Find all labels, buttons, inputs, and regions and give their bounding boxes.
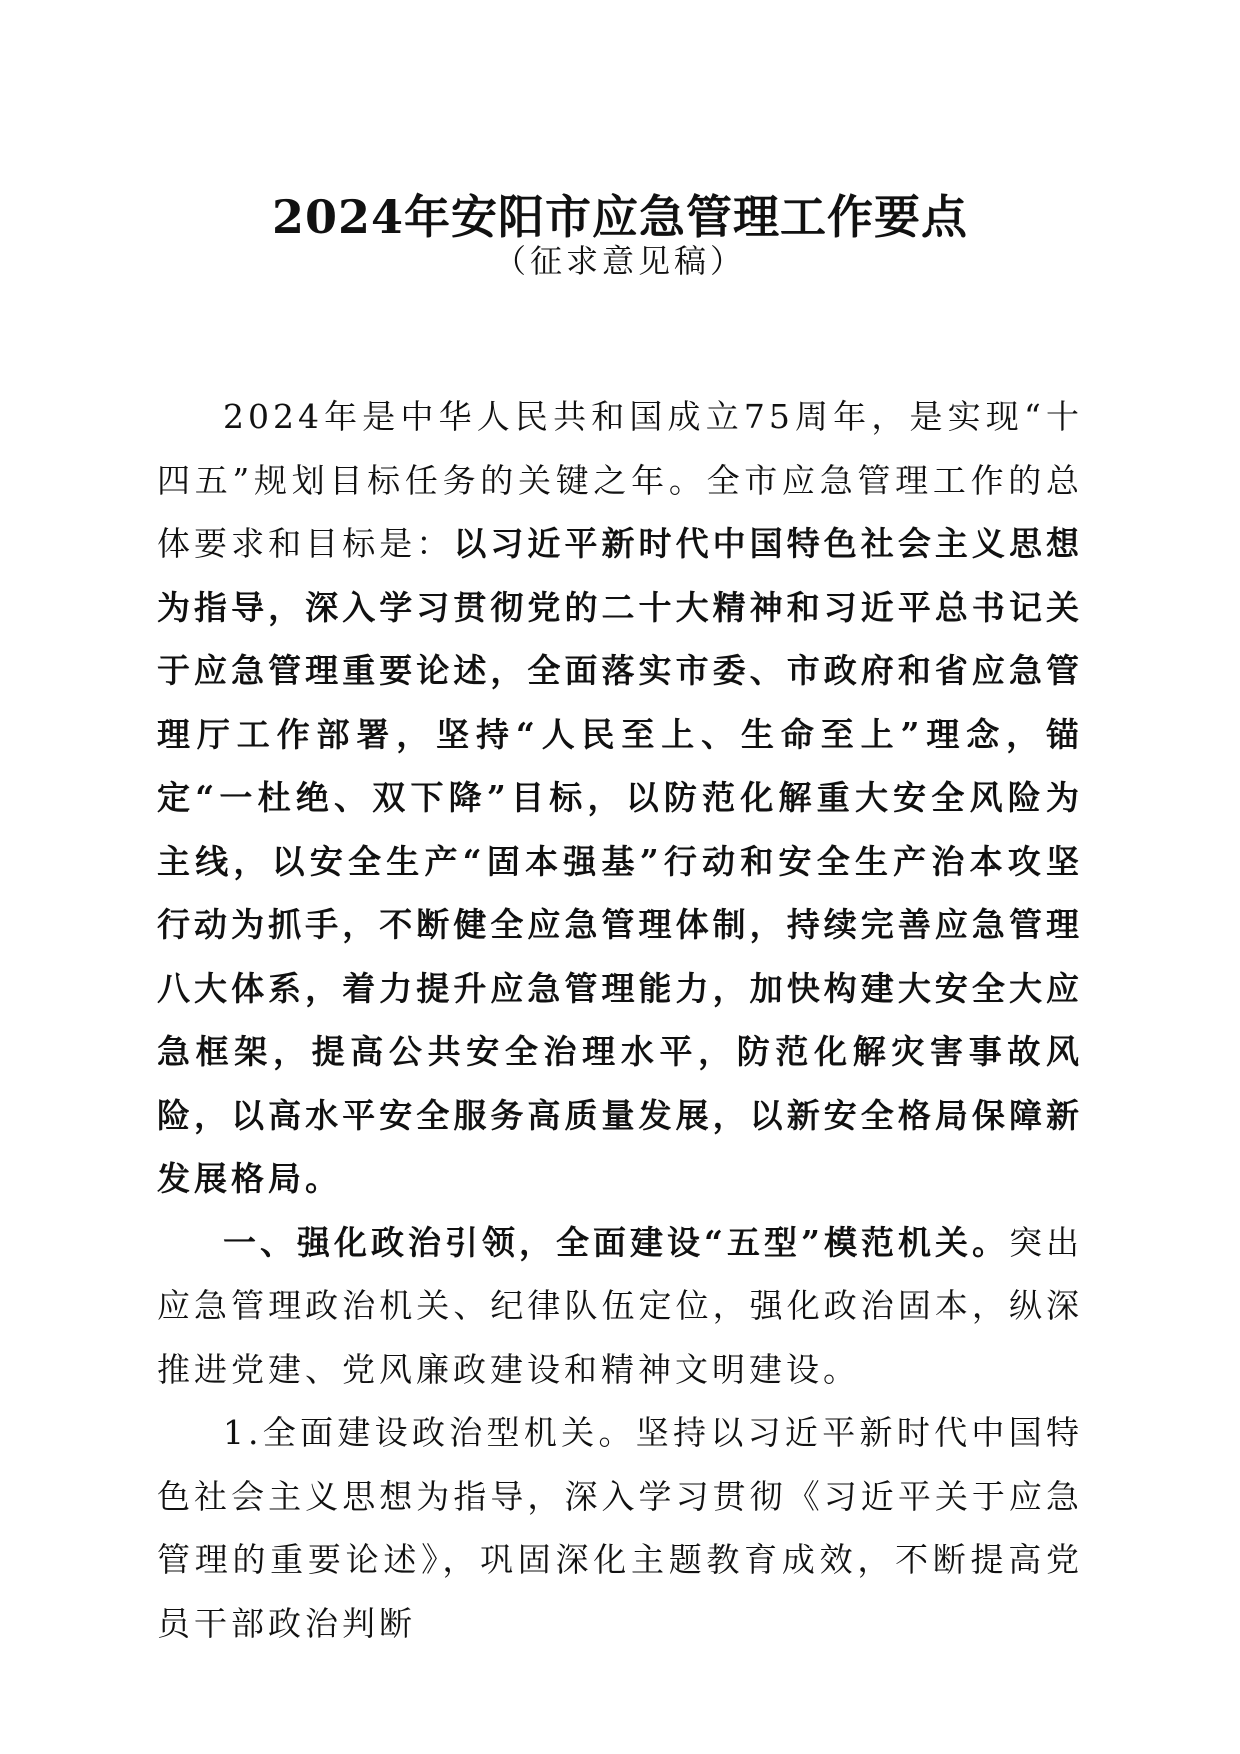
item-1-heading: 1.全面建设政治型机关。 <box>223 1413 636 1452</box>
intro-paragraph <box>157 385 1083 1211</box>
document-body <box>157 385 1083 1655</box>
section-1-heading: 一、强化政治引领，全面建设“五型”模范机关。 <box>223 1222 1009 1262</box>
intro-bold-text: 以习近平新时代中国特色社会主义思想为指导，深入学习贯彻党的二十大精神和习近平总书记关于应急管理重要论述，全面落实市委、市政府和省应急管理厅工作部署，坚持“人民至上、生命至上”理念，锚定“一杜绝、双下降”目标，以防范化解重大安全风险为主线，以安全生产“固本强基”行动和安全生产治本攻坚行动为抓手，不断健全应急管理体制，持续完善应急管理八大体系，着力提升应急管理能力，加快构建大安全大应急框架，提高公共安全治理水平，防范化解灾害事故风险，以高水平安全服务高质量发展，以新安全格局保障新发展格局。 <box>157 524 1084 1198</box>
item-1-paragraph <box>157 1401 1083 1655</box>
intro-lead: 2024年是中华人民共和国成立75周年，是实现“十四五”规划目标任务的关键之年。全市应急管理工作的总体要求和目标是： <box>157 397 1083 563</box>
item-1-text: 坚持以习近平新时代中国特色社会主义思想为指导，深入学习贯彻《习近平关于应急管理的重要论述》，巩固深化主题教育成效，不断提高党员干部政治判断 <box>157 1413 1084 1643</box>
section-1-paragraph <box>157 1211 1083 1402</box>
document-subtitle: （征求意见稿） <box>493 242 746 280</box>
section-1-text: 突出应急管理政治机关、纪律队伍定位，强化政治固本，纵深推进党建、党风廉政建设和精神文明建设。 <box>157 1222 1084 1389</box>
document-title: 2024年安阳市应急管理工作要点 <box>271 190 969 244</box>
